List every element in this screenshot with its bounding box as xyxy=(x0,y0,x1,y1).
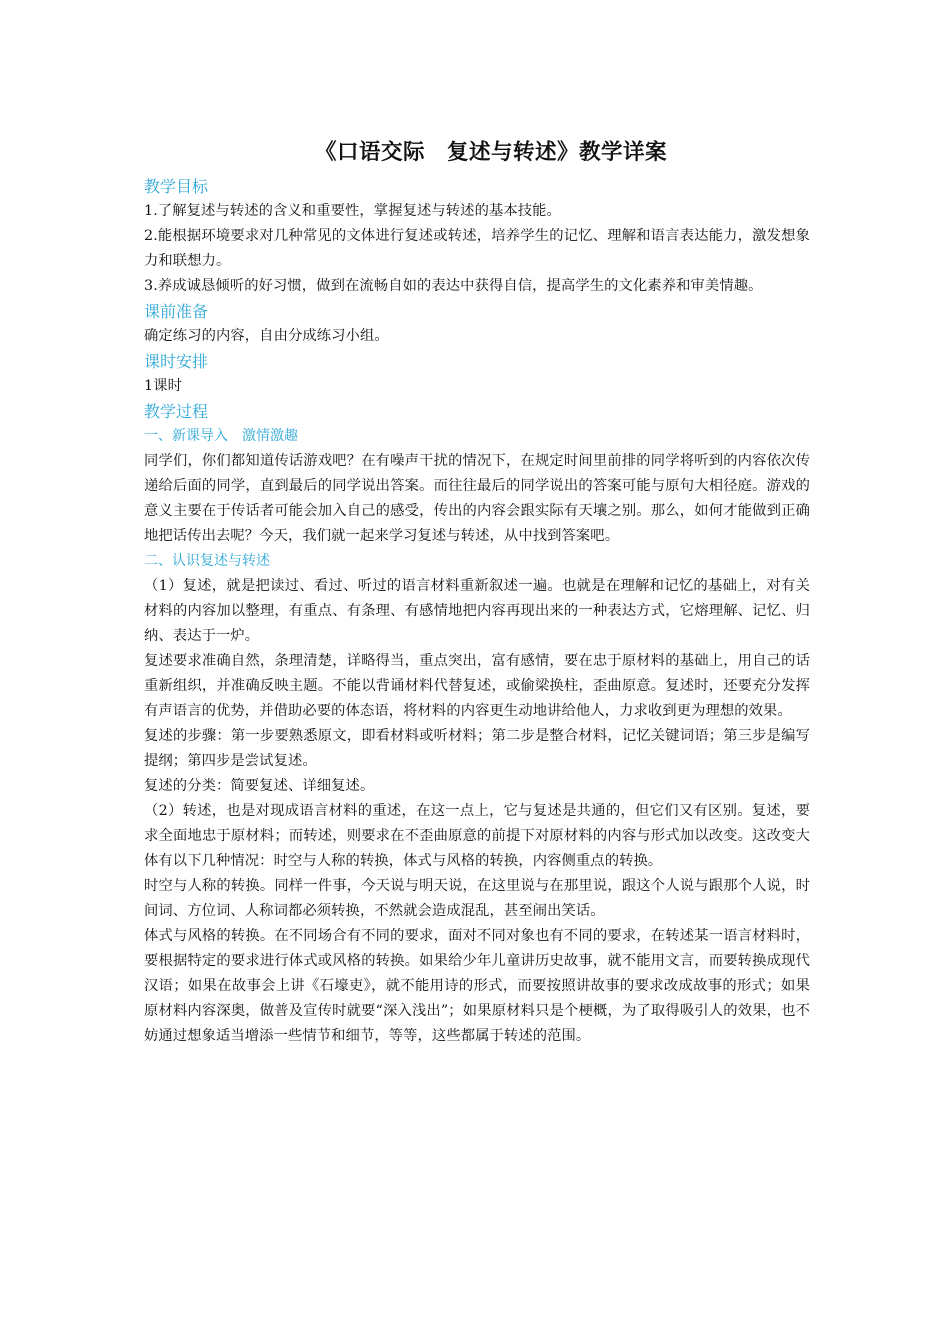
heading-teaching-process: 教学过程 xyxy=(144,402,209,421)
paragraph-relaying-definition: （2）转述，也是对现成语言材料的重述，在这一点上，它与复述是共通的，但它们又有区别。复述，要求全面地忠于原材料；而转述，则要求在不歪曲原意的前提下对原材料的内容与形式加以改变。这改变大体有以下几种情况：时空与人称的转换，体式与风格的转换，内容侧重点的转换。 xyxy=(144,803,810,869)
goal-item-1: 1.了解复述与转述的含义和重要性，掌握复述与转述的基本技能。 xyxy=(144,203,561,219)
paragraph-retelling-requirements: 复述要求准确自然，条理清楚，详略得当，重点突出，富有感情，要在忠于原材料的基础上，用自己的话重新组织，并准确反映主题。不能以背诵材料代替复述，或偷梁换柱，歪曲原意。复述时，还要充分发挥有声语言的优势，并借助必要的体态语，将材料的内容更生动地讲给他人，力求收到更为理想的效果。 xyxy=(144,653,810,719)
introduction-paragraph: 同学们，你们都知道传话游戏吧？在有噪声干扰的情况下，在规定时间里前排的同学将听到的内容依次传递给后面的同学，直到最后的同学说出答案。而往往最后的同学说出的答案可能与原句大相径庭。游戏的意义主要在于传话者可能会加入自己的感受，传出的内容会跟实际有天壤之别。那么，如何才能做到正确地把话传出去呢？今天，我们就一起来学习复述与转述，从中找到答案吧。 xyxy=(144,453,810,544)
goal-item-2: 2.能根据环境要求对几种常见的文体进行复述或转述，培养学生的记忆、理解和语言表达能力，激发想象力和联想力。 xyxy=(144,228,810,269)
paragraph-time-person-conversion: 时空与人称的转换。同样一件事，今天说与明天说，在这里说与在那里说，跟这个人说与跟那个人说，时间词、方位词、人称词都必须转换，不然就会造成混乱，甚至闹出笑话。 xyxy=(144,878,810,919)
document-title: 《口语交际 复述与转述》教学详案 xyxy=(314,140,667,165)
paragraph-style-conversion: 体式与风格的转换。在不同场合有不同的要求，面对不同对象也有不同的要求，在转述某一语言材料时，要根据特定的要求进行体式或风格的转换。如果给少年儿童讲历史故事，就不能用文言，而要转换成现代汉语；如果在故事会上讲《石壕吏》，就不能用诗的形式，而要按照讲故事的要求改成故事的形式；如果原材料内容深奥，做普及宣传时就要“深入浅出”；如果原材料只是个梗概，为了取得吸引人的效果，也不妨通过想象适当增添一些情节和细节，等等，这些都属于转述的范围。 xyxy=(144,928,810,1044)
heading-teaching-goals: 教学目标 xyxy=(144,177,209,196)
paragraph-retelling-types: 复述的分类：简要复述、详细复述。 xyxy=(144,778,375,794)
paragraph-retelling-definition: （1）复述，就是把读过、看过、听过的语言材料重新叙述一遍。也就是在理解和记忆的基础上，对有关材料的内容加以整理，有重点、有条理、有感情地把内容再现出来的一种表达方式，它熔理解、记忆、归纳、表达于一炉。 xyxy=(144,578,810,644)
schedule-text: 1课时 xyxy=(144,378,182,394)
goal-item-3: 3.养成诚恳倾听的好习惯，做到在流畅自如的表达中获得自信，提高学生的文化素养和审美情趣。 xyxy=(144,278,763,294)
paragraph-retelling-steps: 复述的步骤：第一步要熟悉原文，即看材料或听材料；第二步是整合材料，记忆关键词语；第三步是编写提纲；第四步是尝试复述。 xyxy=(144,728,810,769)
subheading-understanding: 二、认识复述与转述 xyxy=(144,553,270,569)
heading-preparation: 课前准备 xyxy=(144,302,209,321)
subheading-introduction: 一、新课导入 激情激趣 xyxy=(144,428,298,444)
heading-schedule: 课时安排 xyxy=(144,352,209,371)
document-body xyxy=(144,138,810,1049)
preparation-text: 确定练习的内容，自由分成练习小组。 xyxy=(144,328,389,344)
